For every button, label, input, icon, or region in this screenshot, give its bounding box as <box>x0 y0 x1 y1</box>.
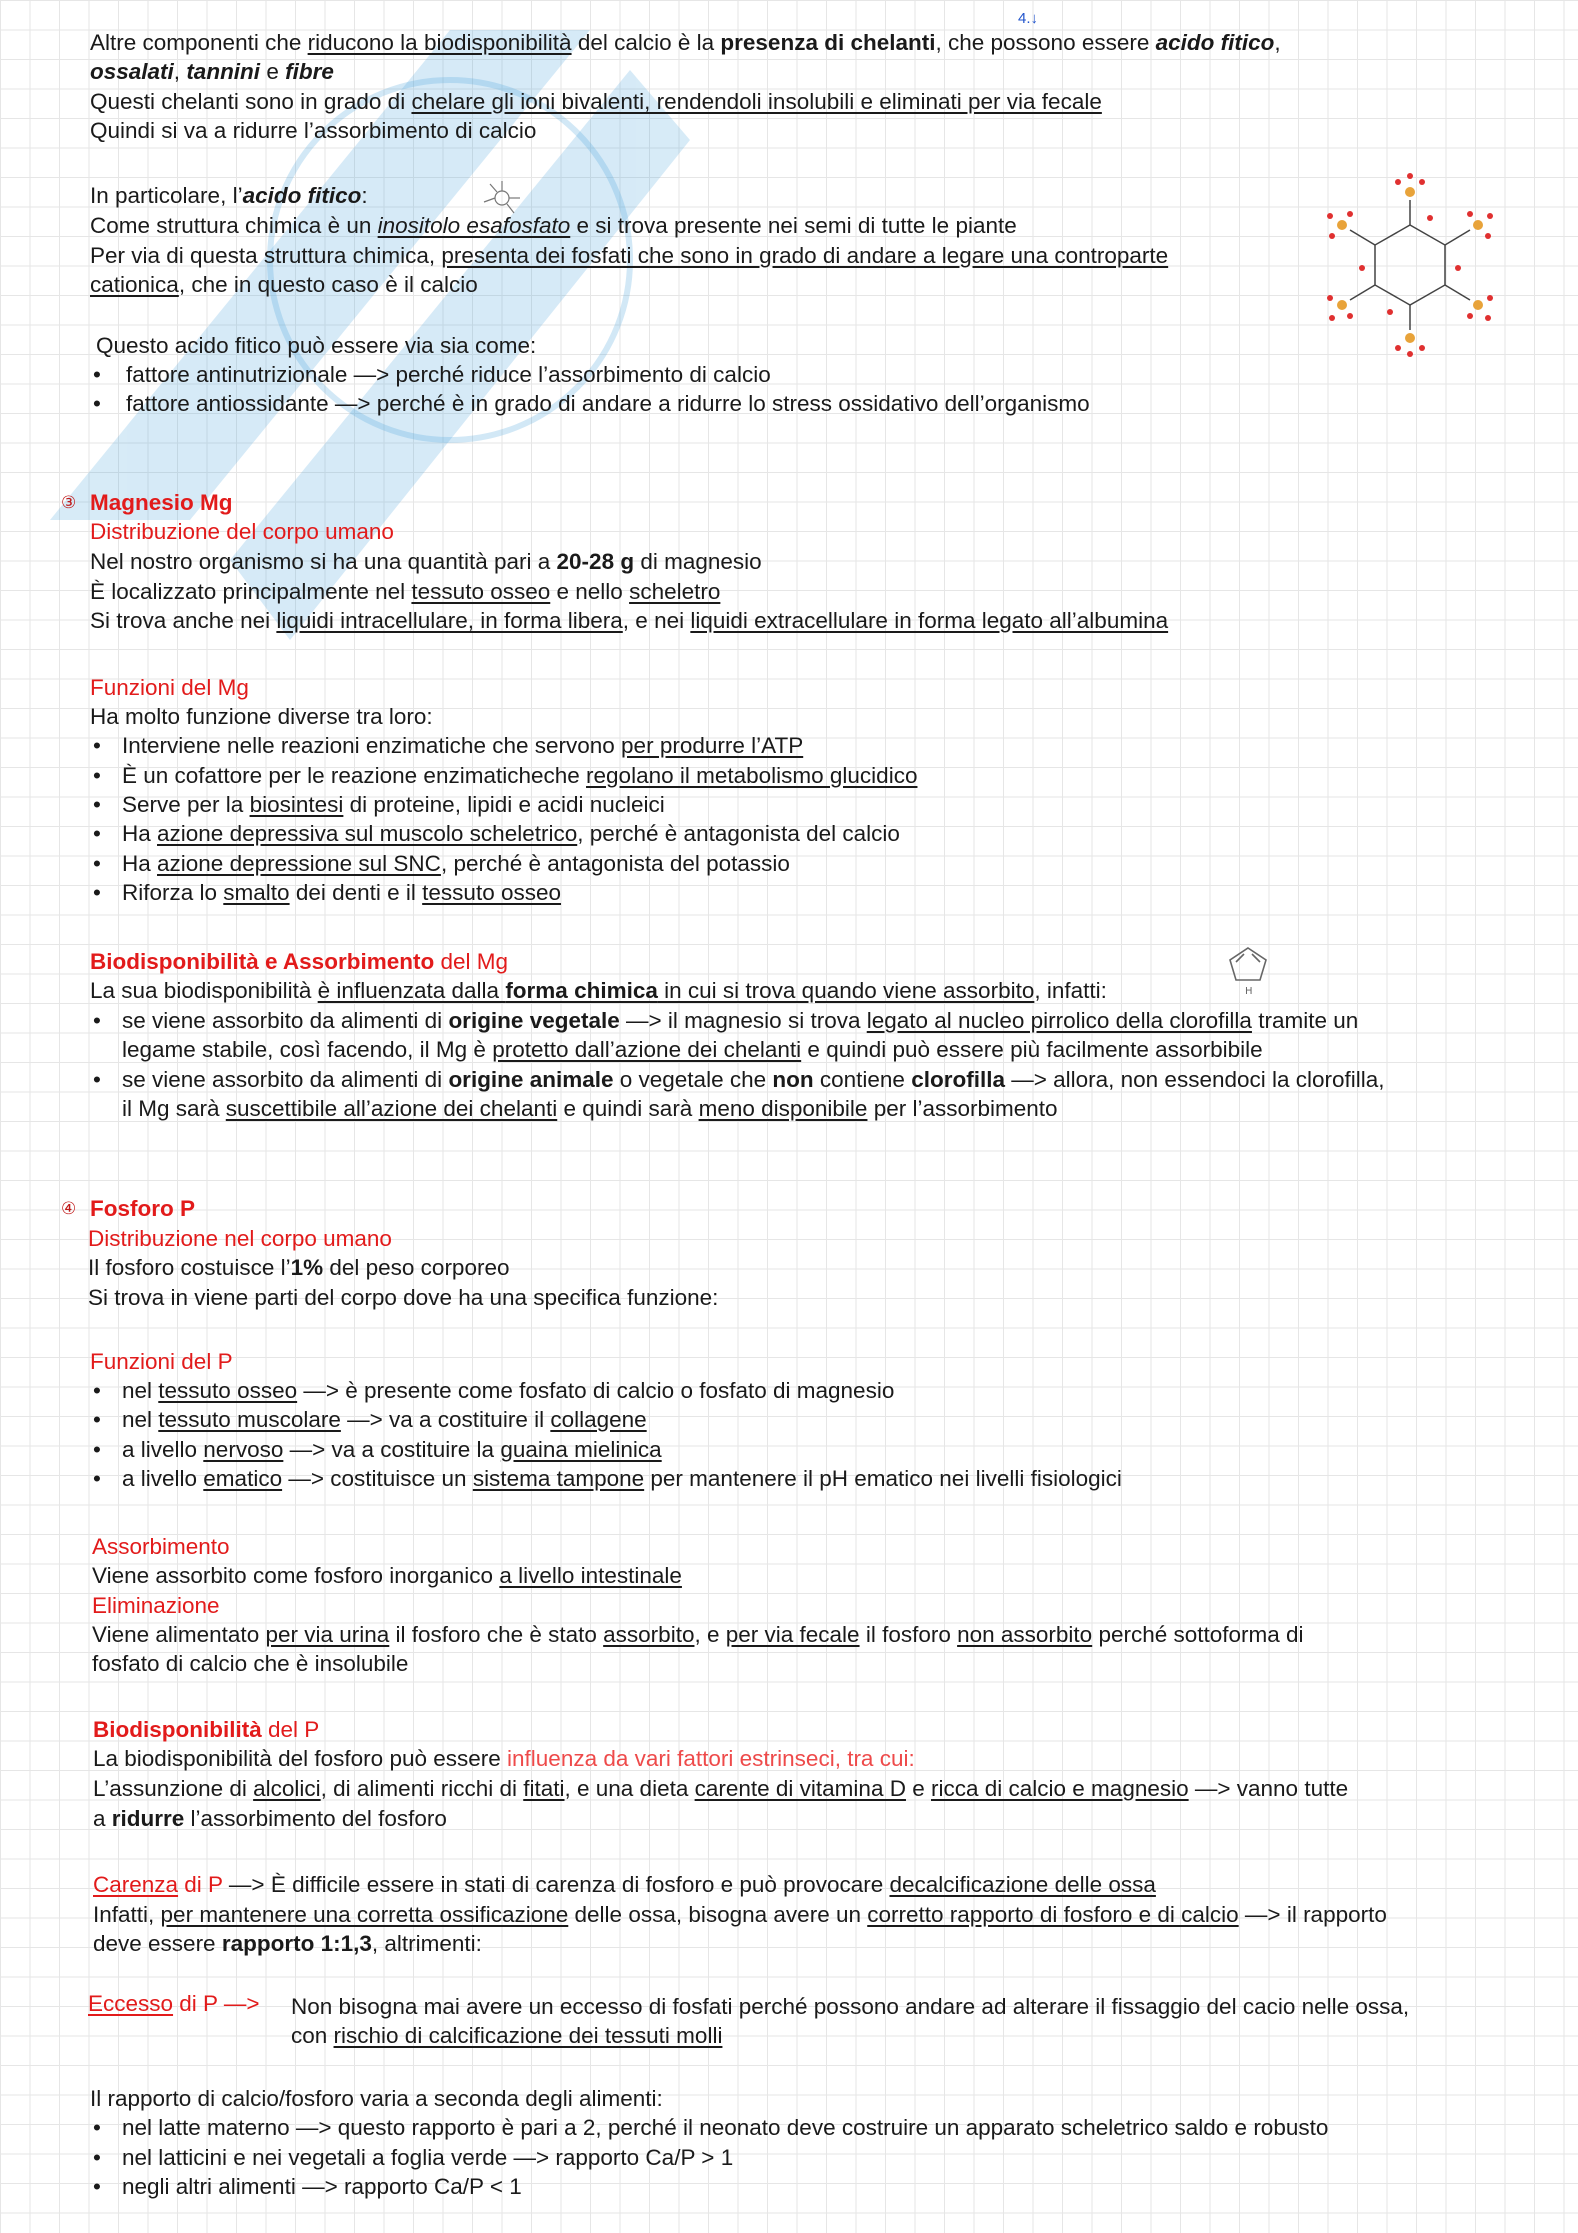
text: In particolare, l’ <box>90 183 243 208</box>
text: e si trova presente nei semi di tutte le piante <box>570 213 1017 238</box>
text: L’assunzione di <box>93 1776 254 1801</box>
text: tramite un <box>1251 1008 1359 1033</box>
list-item: • nel latticini e nei vegetali a foglia verde —> rapporto Ca/P > 1 <box>93 2145 734 2170</box>
text: a livello <box>122 1466 204 1491</box>
section-number: ③ <box>61 493 77 512</box>
text: Si trova anche nei <box>90 608 277 633</box>
p-bio-line-2 <box>93 1775 1348 1803</box>
mg-bio-line-3 <box>122 1036 1263 1064</box>
text: se viene assorbito da alimenti di <box>122 1008 449 1033</box>
text: deve essere <box>93 1931 222 1956</box>
text: , di alimenti ricchi di <box>320 1776 524 1801</box>
text: 1% <box>290 1255 324 1280</box>
p-eccesso-label <box>88 1990 260 2018</box>
text: Interviene nelle reazioni enzimatiche che servono <box>122 733 622 758</box>
text: , che possono essere <box>935 30 1156 55</box>
text: presenza di chelanti <box>720 30 936 55</box>
text: a livello <box>122 1437 204 1462</box>
text: Eccesso <box>88 1991 174 2016</box>
text: Il fosforo costuisce l’ <box>88 1255 291 1280</box>
text: —> È difficile essere in stati di carenza di fosforo e può provocare <box>222 1872 890 1897</box>
text: clorofilla <box>911 1067 1005 1092</box>
text: ridurre <box>111 1806 185 1831</box>
text: tessuto osseo <box>158 1378 298 1403</box>
text: Nel nostro organismo si ha una quantità pari a <box>90 549 557 574</box>
text: Questi chelanti sono in grado di <box>90 89 412 114</box>
text: del peso corporeo <box>323 1255 510 1280</box>
text: legato al nucleo pirrolico della clorofilla <box>866 1008 1252 1033</box>
subheading: Funzioni del Mg <box>90 675 249 700</box>
text: forma chimica <box>505 978 658 1003</box>
text: a livello intestinale <box>499 1563 682 1588</box>
text: tannini <box>186 59 261 84</box>
text: —> è presente come fosfato di calcio o fosfato di magnesio <box>297 1378 895 1403</box>
list-item: • se viene assorbito da alimenti di origine vegetale —> il magnesio si trova legato al nucleo pirrolico della clorofilla tramite un <box>93 1008 1359 1033</box>
text: di proteine, lipidi e acidi nucleici <box>343 792 665 817</box>
text: delle ossa, bisogna avere un <box>568 1902 868 1927</box>
text: di P <box>178 1872 223 1897</box>
mg-func-intro: Ha molto funzione diverse tra loro: <box>90 704 433 729</box>
text: per mantenere il pH ematico nei livelli fisiologici <box>644 1466 1122 1491</box>
text: e nello <box>550 579 630 604</box>
text: ricca di calcio e magnesio <box>931 1776 1189 1801</box>
text: per via urina <box>265 1622 390 1647</box>
subheading: Eliminazione <box>92 1593 220 1618</box>
text: suscettibile all’azione dei chelanti <box>225 1096 558 1121</box>
text: collagene <box>550 1407 647 1432</box>
text: non assorbito <box>957 1622 1093 1647</box>
text: fibre <box>285 59 334 84</box>
text: l’assorbimento del fosforo <box>184 1806 447 1831</box>
text: La biodisponibilità del fosforo può essere <box>93 1746 508 1771</box>
text: inositolo esafosfato <box>377 213 571 238</box>
text: tessuto osseo <box>411 579 551 604</box>
list-item: • nel tessuto muscolare —> va a costituire il collagene <box>93 1407 647 1432</box>
text: di P —> <box>173 1991 260 2016</box>
p-ratio-intro: Il rapporto di calcio/fosforo varia a seconda degli alimenti: <box>90 2086 663 2111</box>
text: biosintesi <box>249 792 344 817</box>
calcium-chelants-line-4: Quindi si va a ridurre l’assorbimento di calcio <box>90 118 537 143</box>
text: a <box>93 1806 112 1831</box>
list-item: • a livello nervoso —> va a costituire la guaina mielinica <box>93 1437 662 1462</box>
text: il Mg sarà <box>122 1096 226 1121</box>
list-item: • È un cofattore per le reazione enzimaticheche regolano il metabolismo glucidico <box>93 763 918 788</box>
text: e <box>905 1776 931 1801</box>
list-item: • nel tessuto osseo —> è presente come fosfato di calcio o fosfato di magnesio <box>93 1378 895 1403</box>
text: Serve per la <box>122 792 250 817</box>
subheading: Funzioni del P <box>90 1349 233 1374</box>
p-carenza-line-3 <box>93 1930 482 1958</box>
text: rapporto 1:1,3 <box>221 1931 372 1956</box>
text: fitati <box>523 1776 565 1801</box>
subheading <box>90 948 508 976</box>
text: Viene alimentato <box>92 1622 266 1647</box>
text: , perché è antagonista del calcio <box>577 821 900 846</box>
text: —> il rapporto <box>1238 1902 1387 1927</box>
p-bio-line-3 <box>93 1805 447 1833</box>
list-item: • negli altri alimenti —> rapporto Ca/P < 1 <box>93 2174 522 2199</box>
p-eccesso-line-2 <box>291 2022 722 2050</box>
text: negli altri alimenti —> rapporto Ca/P < 1 <box>122 2174 522 2199</box>
text: non <box>772 1067 814 1092</box>
text: carente di vitamina D <box>694 1776 906 1801</box>
phytic-line-5: Questo acido fitico può essere via sia come: <box>96 333 537 358</box>
text: —> allora, non essendoci la clorofilla, <box>1004 1067 1385 1092</box>
p-abs-line <box>92 1562 682 1590</box>
p-carenza-line-1 <box>93 1871 1156 1899</box>
text: nel latticini e nei vegetali a foglia verde —> rapporto Ca/P > 1 <box>122 2145 734 2170</box>
text: scheletro <box>629 579 721 604</box>
list-item: • nel latte materno —> questo rapporto è pari a 2, perché il neonato deve costruire un apparato scheletrico saldo e robusto <box>93 2115 1329 2140</box>
text: , che in questo caso è il calcio <box>178 272 478 297</box>
phytic-line-4 <box>90 271 478 299</box>
text: , infatti: <box>1034 978 1107 1003</box>
text: alcolici <box>253 1776 321 1801</box>
p-elim-line-2: fosfato di calcio che è insolubile <box>92 1651 409 1676</box>
text: chelare gli ioni bivalenti, rendendoli insolubili e eliminati per via fecale <box>411 89 1102 114</box>
phytic-acid-structure-icon <box>1310 170 1510 360</box>
phytic-line-1 <box>90 182 368 210</box>
list-item: • fattore antiossidante —> perché è in grado di andare a ridurre lo stress ossidativo dell’organismo <box>93 391 1090 416</box>
text: , altrimenti: <box>371 1931 482 1956</box>
text: La sua biodisponibilità <box>90 978 318 1003</box>
svg-text:H: H <box>1245 986 1253 997</box>
text: smalto <box>223 880 290 905</box>
text: protetto dall’azione dei chelanti <box>492 1037 802 1062</box>
text: Ha <box>122 821 158 846</box>
text: , <box>173 59 187 84</box>
text: tessuto osseo <box>422 880 562 905</box>
text: —> costituisce un <box>282 1466 473 1491</box>
list-item: • Riforza lo smalto dei denti e il tessuto osseo <box>93 880 562 905</box>
text: liquidi intracellulare, in forma libera <box>276 608 623 633</box>
mg-dist-line-1 <box>90 548 762 576</box>
text: —> va a costituire la <box>283 1437 501 1462</box>
text: se viene assorbito da alimenti di <box>122 1067 449 1092</box>
text: perché sottoforma di <box>1092 1622 1304 1647</box>
text: —> va a costituire il <box>340 1407 551 1432</box>
text: per via fecale <box>725 1622 860 1647</box>
text: Per via di questa struttura chimica, <box>90 243 442 268</box>
text: e quindi può essere più facilmente assorbibile <box>801 1037 1263 1062</box>
text: acido fitico <box>1155 30 1275 55</box>
text: del P <box>261 1717 320 1742</box>
calcium-chelants-line-3 <box>90 88 1102 116</box>
p-elim-line-1 <box>92 1621 1304 1649</box>
text: per mantenere una corretta ossificazione <box>160 1902 569 1927</box>
text: Ha <box>122 851 158 876</box>
text: in cui si trova quando viene assorbito <box>657 978 1035 1003</box>
text: è influenzata dalla <box>317 978 506 1003</box>
list-item: • Serve per la biosintesi di proteine, lipidi e acidi nucleici <box>93 792 665 817</box>
text: acido fitico <box>242 183 362 208</box>
text: per produrre l’ATP <box>621 733 804 758</box>
subheading: Assorbimento <box>92 1534 230 1559</box>
p-bio-line-1 <box>93 1745 915 1773</box>
text: fattore antiossidante —> perché è in grado di andare a ridurre lo stress ossidativo dell’organismo <box>126 391 1090 416</box>
text: legame stabile, così facendo, il Mg è <box>122 1037 493 1062</box>
text: È localizzato principalmente nel <box>90 579 412 604</box>
text: il fosforo che è stato <box>389 1622 604 1647</box>
list-item: • Ha azione depressione sul SNC, perché è antagonista del potassio <box>93 851 790 876</box>
text: , perché è antagonista del potassio <box>440 851 790 876</box>
text: nel latte materno —> questo rapporto è pari a 2, perché il neonato deve costruire un apparato scheletrico saldo e robusto <box>122 2115 1329 2140</box>
calcium-chelants-line-2 <box>90 58 334 86</box>
text: liquidi extracellulare in forma legato all’albumina <box>690 608 1169 633</box>
text: —> vanno tutte <box>1188 1776 1349 1801</box>
text: , e <box>694 1622 726 1647</box>
text: Altre componenti che <box>90 30 308 55</box>
text: meno disponibile <box>698 1096 868 1121</box>
section-title-magnesio: Magnesio Mg <box>90 490 233 515</box>
list-item: • se viene assorbito da alimenti di origine animale o vegetale che non contiene clorofilla —> allora, non essendoci la clorofilla, <box>93 1067 1385 1092</box>
page-marker: 4.↓ <box>1018 10 1039 27</box>
p-dist-line-2: Si trova in viene parti del corpo dove ha una specifica funzione: <box>88 1285 719 1310</box>
text: regolano il metabolismo glucidico <box>586 763 918 788</box>
mg-dist-line-2 <box>90 578 720 606</box>
subheading: Distribuzione nel corpo umano <box>88 1226 392 1251</box>
phytic-line-2 <box>90 212 1017 240</box>
text: azione depressione sul SNC <box>157 851 441 876</box>
text: tessuto muscolare <box>158 1407 341 1432</box>
p-carenza-line-2 <box>93 1901 1387 1929</box>
text: —> il magnesio si trova <box>619 1008 867 1033</box>
text: riducono la biodisponibilità <box>307 30 572 55</box>
text: ematico <box>203 1466 283 1491</box>
text: sistema tampone <box>472 1466 645 1491</box>
text: : <box>361 183 368 208</box>
text: nel <box>122 1378 159 1403</box>
text: , e nei <box>622 608 691 633</box>
list-item: • Ha azione depressiva sul muscolo scheletrico, perché è antagonista del calcio <box>93 821 900 846</box>
mg-bio-line-5 <box>122 1095 1058 1123</box>
text: del Mg <box>434 949 508 974</box>
text: Carenza <box>93 1872 179 1897</box>
text: con <box>291 2023 334 2048</box>
text: corretto rapporto di fosforo e di calcio <box>867 1902 1239 1927</box>
text: Riforza lo <box>122 880 224 905</box>
text: Biodisponibilità e Assorbimento <box>90 949 435 974</box>
list-item: • a livello ematico —> costituisce un sistema tampone per mantenere il pH ematico nei livelli fisiologici <box>93 1466 1122 1491</box>
subheading <box>93 1716 319 1744</box>
text: origine animale <box>448 1067 614 1092</box>
text: Biodisponibilità <box>93 1717 262 1742</box>
text: È un cofattore per le reazione enzimaticheche <box>122 763 587 788</box>
calcium-chelants-line-1 <box>90 29 1281 57</box>
text: Infatti, <box>93 1902 161 1927</box>
text: azione depressiva sul muscolo scheletrico <box>157 821 578 846</box>
text: e <box>260 59 286 84</box>
text: rischio di calcificazione dei tessuti molli <box>333 2023 723 2048</box>
text: , e una dieta <box>564 1776 695 1801</box>
text: presenta dei fosfati che sono in grado di andare a legare una controparte <box>441 243 1169 268</box>
section-number: ④ <box>61 1199 77 1218</box>
p-dist-line-1 <box>88 1254 509 1282</box>
subheading: Distribuzione del corpo umano <box>90 519 394 544</box>
text: assorbito <box>603 1622 695 1647</box>
section-title-fosforo: Fosforo P <box>90 1196 195 1221</box>
phytic-line-3 <box>90 242 1168 270</box>
text: cationica <box>90 272 179 297</box>
mg-dist-line-3 <box>90 607 1168 635</box>
text: 20-28 g <box>556 549 635 574</box>
pyrrole-ring-icon <box>1222 940 1274 998</box>
text: guaina mielinica <box>500 1437 662 1462</box>
list-item: • Interviene nelle reazioni enzimatiche che servono per produrre l’ATP <box>93 733 804 758</box>
text: del calcio è la <box>571 30 721 55</box>
text: Viene assorbito come fosforo inorganico <box>92 1563 500 1588</box>
text: il fosforo <box>859 1622 958 1647</box>
text: nel <box>122 1407 159 1432</box>
text: ossalati <box>90 59 174 84</box>
text: nervoso <box>203 1437 284 1462</box>
text: Come struttura chimica è un <box>90 213 378 238</box>
text: e quindi sarà <box>557 1096 699 1121</box>
mg-bio-line-1 <box>90 977 1107 1005</box>
text: origine vegetale <box>448 1008 620 1033</box>
text: per l’assorbimento <box>867 1096 1058 1121</box>
text: contiene <box>813 1067 912 1092</box>
p-eccesso-line-1: Non bisogna mai avere un eccesso di fosfati perché possono andare ad alterare il fissaggio del cacio nelle ossa, <box>291 1994 1410 2019</box>
list-item: • fattore antinutrizionale —> perché riduce l’assorbimento di calcio <box>93 362 771 387</box>
text: influenza da vari fattori estrinseci, tra cui: <box>507 1746 915 1771</box>
text: , <box>1274 30 1281 55</box>
text: di magnesio <box>634 549 762 574</box>
text: dei denti e il <box>289 880 423 905</box>
text: decalcificazione delle ossa <box>889 1872 1156 1897</box>
text: o vegetale che <box>613 1067 773 1092</box>
text: fattore antinutrizionale —> perché riduce l’assorbimento di calcio <box>126 362 771 387</box>
